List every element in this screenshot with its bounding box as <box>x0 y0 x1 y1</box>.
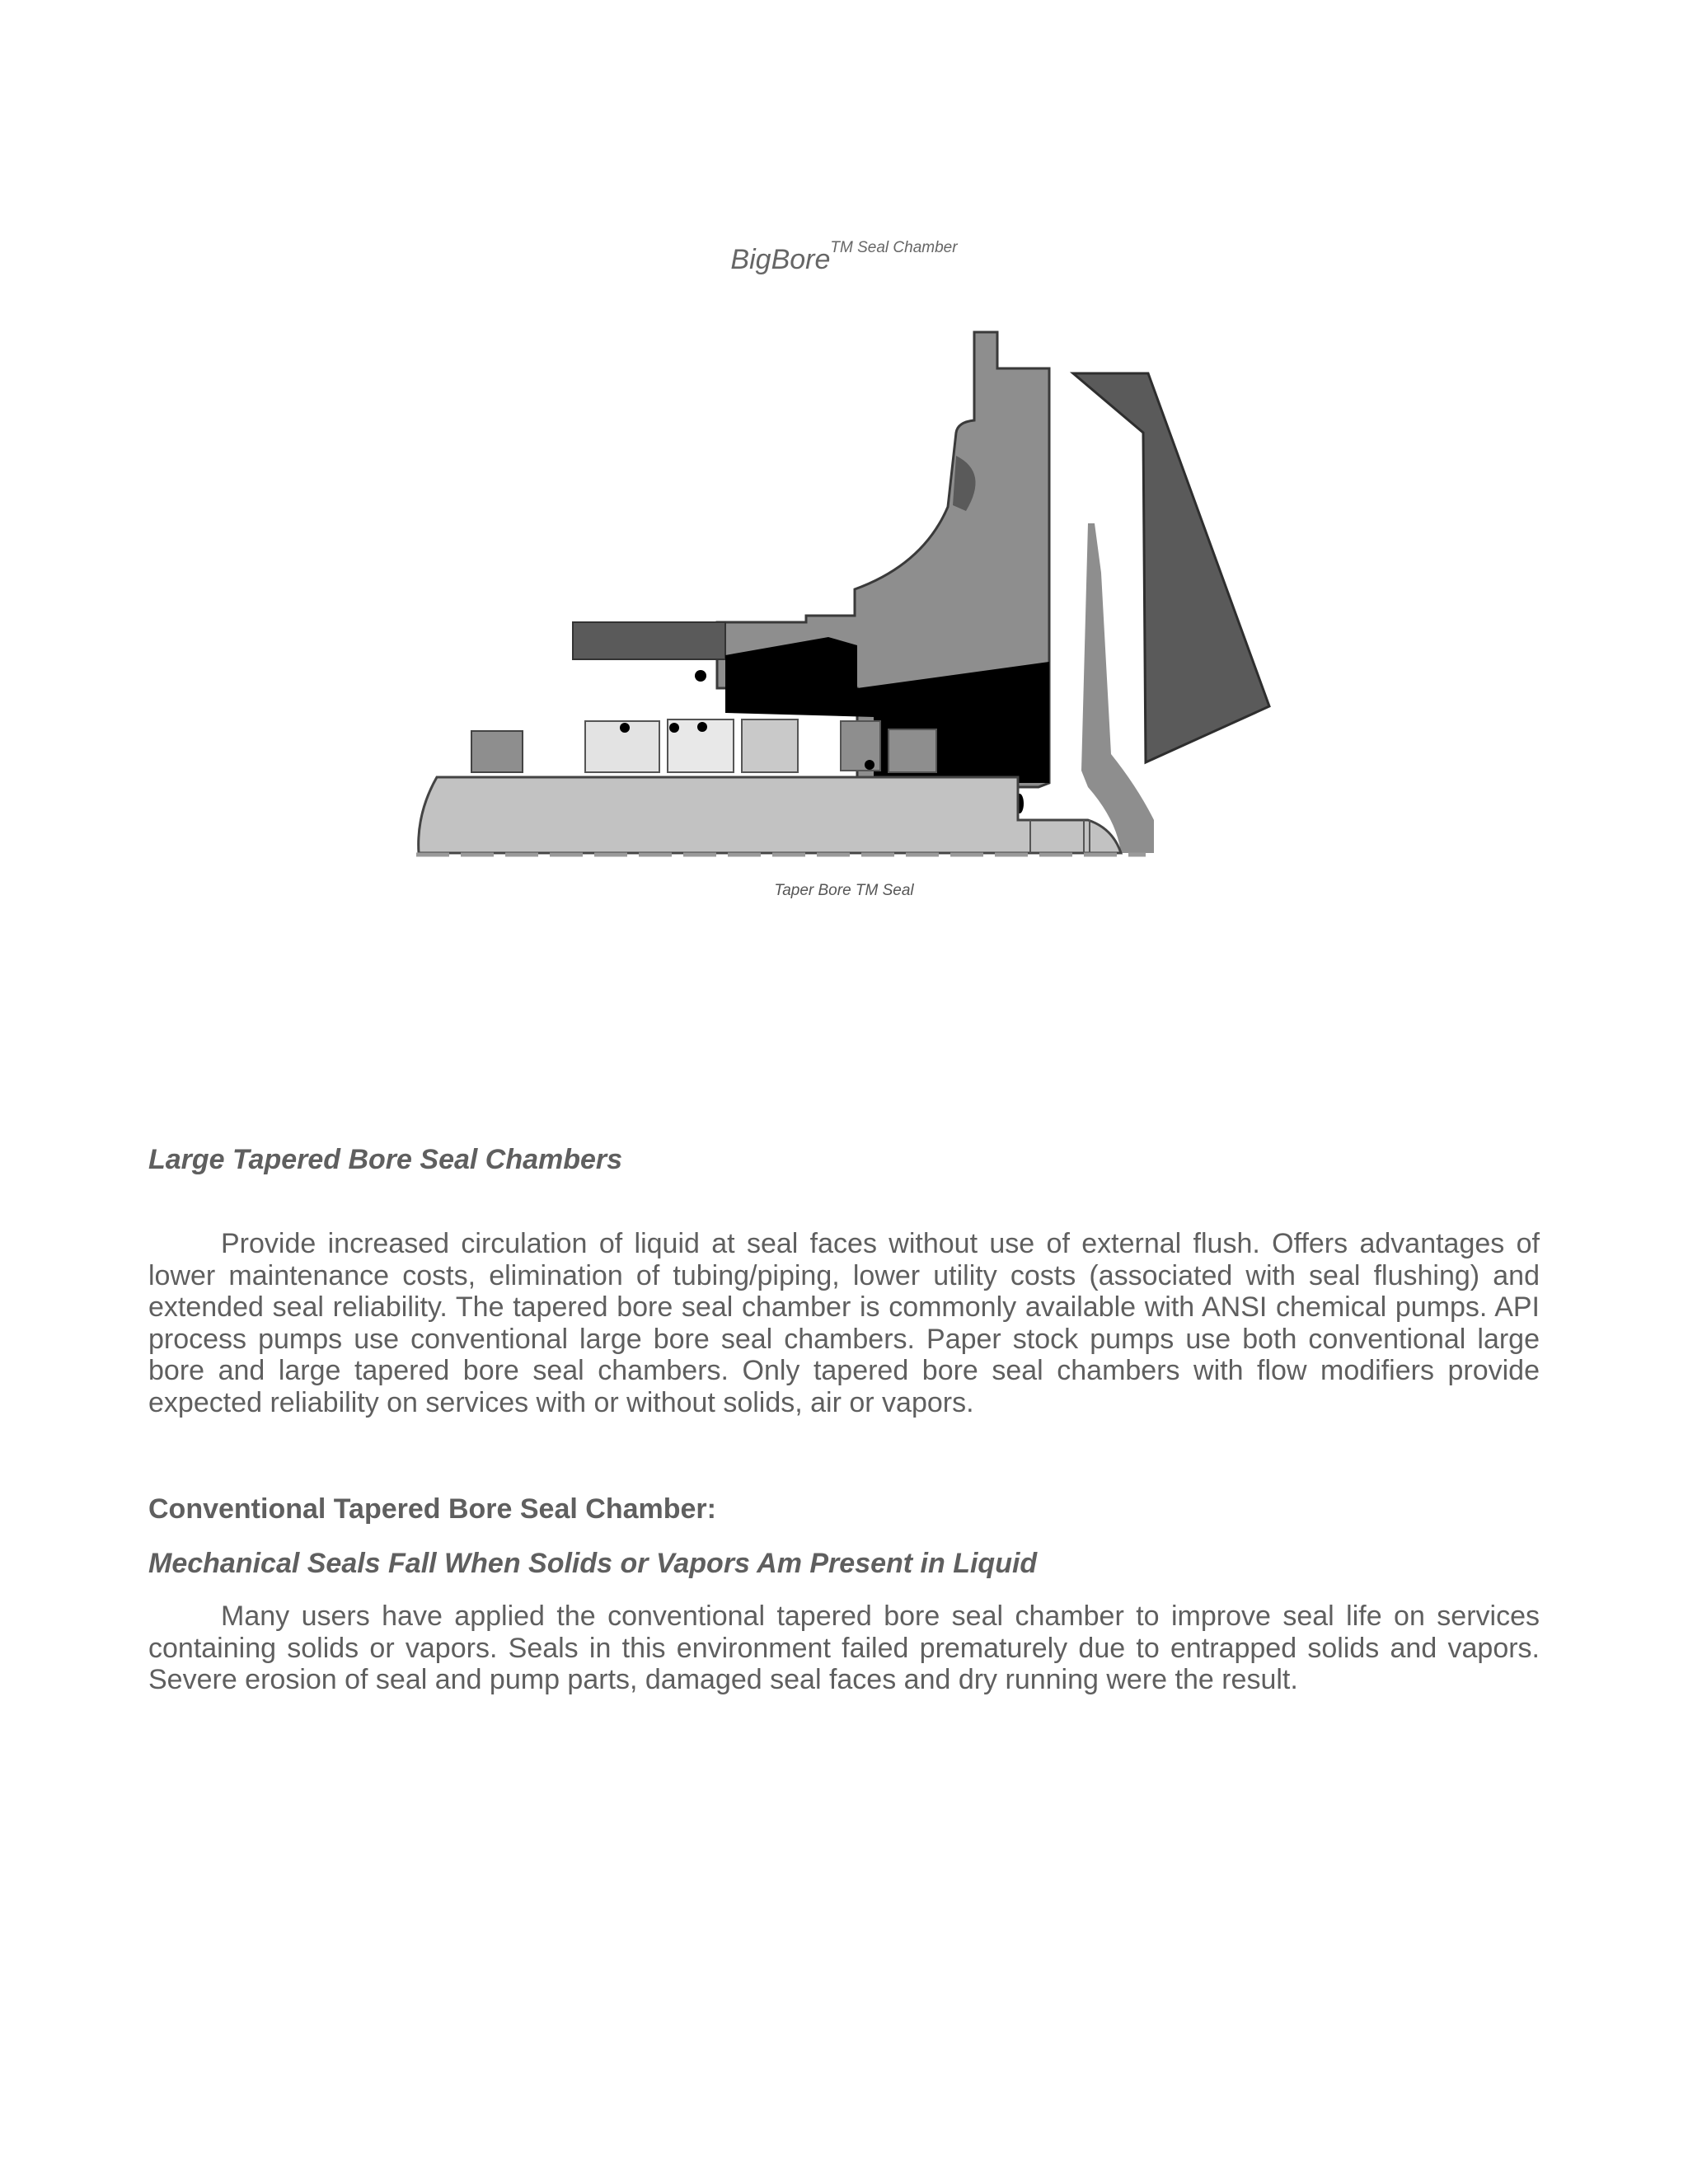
section-heading: Conventional Tapered Bore Seal Chamber: <box>148 1493 716 1525</box>
gland-plate <box>573 622 725 659</box>
section-large-tapered <box>148 1144 1540 1176</box>
body-paragraph: Many users have applied the conventional tapered bore seal chamber to improve seal life on services containing solids or vapors. Seals in this environment failed prematurely due to entrapped solids and vapors. Severe erosion of seal and pump parts, damaged seal faces and dry running were the result. <box>148 1601 1540 1695</box>
body-paragraph: Provide increased circulation of liquid at seal faces without use of external flush. Offers advantages of lower maintenance costs, elimination of tubing/piping, lower utility costs (associated with seal flushing) and extended seal reliability. The tapered bore seal chamber is commonly available with ANSI chemical pumps. API process pumps use conventional large bore seal chambers. Paper stock pumps use both conventional large bore and large tapered bore seal chambers. Only tapered bore seal chambers with flow modifiers provide expected reliability on services with or without solids, air or vapors. <box>148 1228 1540 1418</box>
section-large-tapered-body <box>148 1228 1540 1418</box>
o-ring-3 <box>697 722 707 732</box>
subheading: Mechanical Seals Fall When Solids or Vapors Am Present in Liquid <box>148 1548 1038 1579</box>
caption-superscript: TM Seal Chamber <box>830 239 958 256</box>
section-heading: Large Tapered Bore Seal Chambers <box>148 1144 623 1175</box>
seal-ring-e <box>889 729 936 772</box>
figure-caption-bottom: Taper Bore TM Seal <box>774 882 914 899</box>
section-conventional-body <box>148 1601 1540 1696</box>
collar <box>471 731 523 772</box>
o-ring-5 <box>695 670 706 682</box>
seal-chamber-drawing <box>412 326 1286 874</box>
shaft-sleeve <box>419 777 1121 853</box>
section-conventional <box>148 1493 1540 1526</box>
seal-chamber-illustration <box>412 326 1286 874</box>
section-conventional-subheading <box>148 1548 1540 1580</box>
caption-main-text: BigBore <box>730 244 831 275</box>
o-ring-1 <box>620 723 630 733</box>
seal-ring-c <box>742 719 798 772</box>
o-ring-2 <box>669 723 679 733</box>
o-ring-4 <box>865 760 874 770</box>
figure-caption-top <box>0 239 1688 276</box>
seal-ring-d <box>841 721 880 771</box>
